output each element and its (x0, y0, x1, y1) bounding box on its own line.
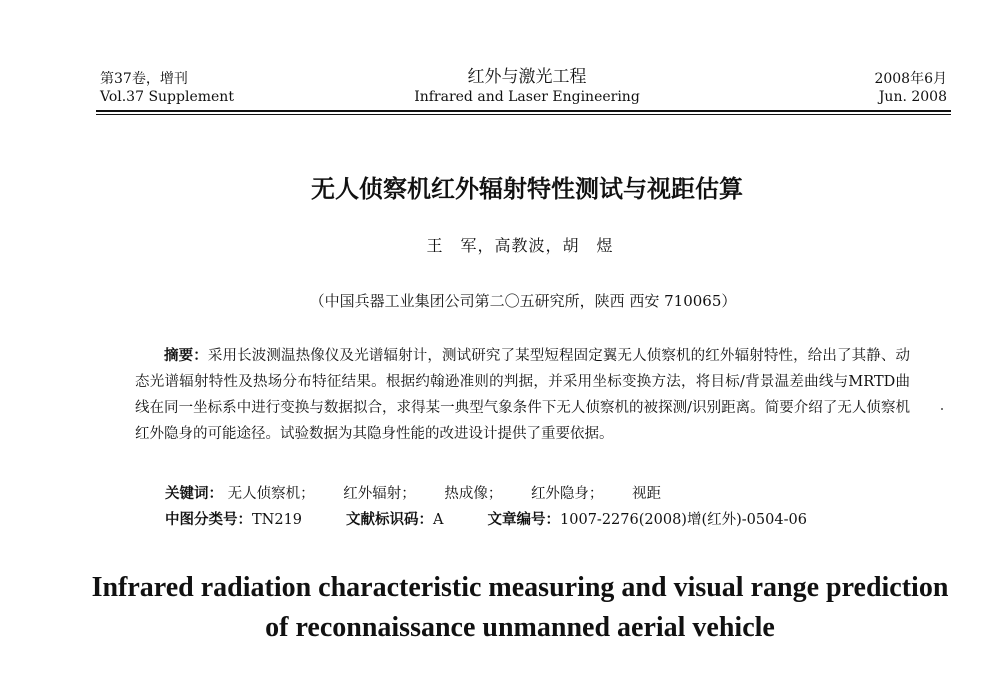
date-cn: 2008年6月 (874, 71, 947, 87)
abstract-text: 采用长波测温热像仪及光谱辐射计，测试研究了某型短程固定翼无人侦察机的红外辐射特性，给出了其静、动态光谱辐射特性及热场分布特征结果。根据约翰逊准则的判据，并采用坐标变换方法，将目标/背景温差曲线与MRTD曲线在同一坐标系中进行变换与数据拟合，求得某一典型气象条件下无人侦察机的被探测/识别距离。简要介绍了无人侦察机红外隐身的可能途径。试验数据为其隐身性能的改进设计提供了重要依据。 (135, 348, 910, 442)
scan-speck (941, 408, 943, 410)
header-rule-thin (96, 114, 951, 115)
doc-code-value: A (433, 512, 444, 528)
affiliation: （中国兵器工业集团公司第二〇五研究所，陕西 西安 710065） (309, 292, 737, 310)
paper-title-en-line1: Infrared radiation characteristic measuring and visual range prediction (91, 572, 949, 603)
doc-code-label: 文献标识码： (346, 512, 434, 528)
journal-title-en: Infrared and Laser Engineering (414, 89, 640, 105)
keyword-item: 热成像； (444, 486, 503, 502)
header-rule-thick (96, 110, 951, 112)
date-en: Jun. 2008 (878, 89, 947, 105)
classification-line (165, 507, 807, 533)
keyword-item: 红外辐射； (343, 486, 416, 502)
paper-title-en (0, 568, 1000, 648)
volume-en: Vol.37 Supplement (100, 89, 234, 105)
header-journal (0, 66, 1000, 106)
keyword-item: 视距 (632, 486, 662, 502)
article-number-label: 文章编号： (487, 512, 561, 528)
header-date (874, 70, 947, 106)
abstract-label: 摘要： (164, 348, 208, 364)
authors: 王 军，高教波，胡 煜 (426, 236, 614, 255)
keyword-item: 红外隐身； (530, 486, 604, 502)
clc-value: TN219 (252, 512, 303, 528)
clc-label: 中图分类号： (165, 512, 252, 528)
article-number-value: 1007-2276(2008)增(红外)-0504-06 (560, 512, 807, 528)
journal-title-cn: 红外与激光工程 (467, 67, 587, 87)
abstract (135, 343, 910, 447)
paper-title-en-line2: of reconnaissance unmanned aerial vehicle (265, 612, 775, 643)
keywords (165, 481, 685, 507)
volume-cn: 第37卷，增刊 (100, 71, 188, 87)
keywords-label: 关键词： (165, 486, 223, 502)
paper-title-cn: 无人侦察机红外辐射特性测试与视距估算 (311, 175, 743, 203)
keyword-item: 无人侦察机； (227, 486, 315, 502)
